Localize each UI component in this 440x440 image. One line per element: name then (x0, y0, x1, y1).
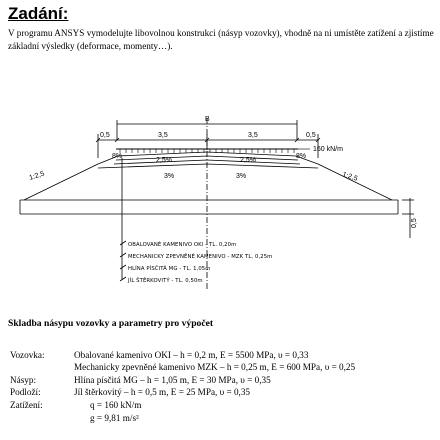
load-label: 160 kN/m (313, 146, 343, 153)
row-subsoil-line-1: Jíl štěrkovitý – h = 0,5 m, E = 25 MPa, υ = 0,35 (74, 387, 251, 397)
layer-label-mg: HLÍNA PÍSČITÁ MG - TL. 1,05m (128, 266, 211, 272)
dimension-total: B (205, 116, 210, 123)
row-pavement-line-2: Mechanicky zpevněné kamenivo MZK – h = 0,25 m, E = 600 MPa, υ = 0,25 (74, 362, 356, 372)
layer-label-subsoil: JÍL ŠTĚRKOVITÝ - TL. 0,50m (128, 278, 203, 284)
dimension-shoulder-right: 0,5 (306, 132, 316, 139)
dimension-lane-right: 3,5 (248, 132, 258, 139)
row-label-subsoil: Podloží: (10, 387, 41, 397)
layer-label-oki: OBALOVANÉ KAMENIVO OKI - TL. 0,20m (128, 242, 237, 248)
row-pavement-line-1: Obalované kamenivo OKI – h = 0,2 m, E = 5500 MPa, υ = 0,33 (74, 350, 309, 360)
subgrade-right-label: 3% (236, 173, 247, 180)
edge-left-label: 8% (112, 153, 123, 160)
row-load-line-2: g = 9,81 m/s² (90, 413, 139, 423)
dimension-shoulder-left: 0,5 (100, 132, 110, 139)
assignment-title: Zadání: (8, 4, 69, 23)
dimension-lane-left: 3,5 (158, 132, 168, 139)
assignment-text: V programu ANSYS vymodelujte libovolnou konstrukci (násyp vozovky), vhodně na ni umístěte zatížení a zjistíme základní výsledky (deformace, momenty…). (8, 28, 434, 51)
layer-label-mzk: MECHANICKY ZPEVNĚNÉ KAMENIVO - MZK TL. 0,25m (128, 254, 273, 260)
row-load-line-1: q = 160 kN/m (90, 400, 142, 410)
crossfall-left-label: 2,5% (156, 157, 172, 164)
subgrade-left-label: 3% (164, 173, 175, 180)
edge-right-label: 8% (296, 153, 307, 160)
composition-heading: Skladba násypu vozovky a parametry pro výpočet (8, 318, 214, 329)
slope-left-label: 1:2,5 (28, 170, 46, 182)
row-embankment-line-1: Hlína písčitá MG – h = 1,05 m, E = 30 MPa, υ = 0,35 (74, 375, 271, 385)
row-label-pavement: Vozovka: (10, 350, 45, 360)
crossfall-right-label: 2,5% (240, 157, 256, 164)
row-label-embankment: Násyp: (10, 375, 37, 385)
row-label-load: Zatížení: (10, 400, 43, 410)
dimension-height: 0,5 (411, 218, 418, 228)
slope-right-label: 1:2,5 (341, 171, 359, 183)
